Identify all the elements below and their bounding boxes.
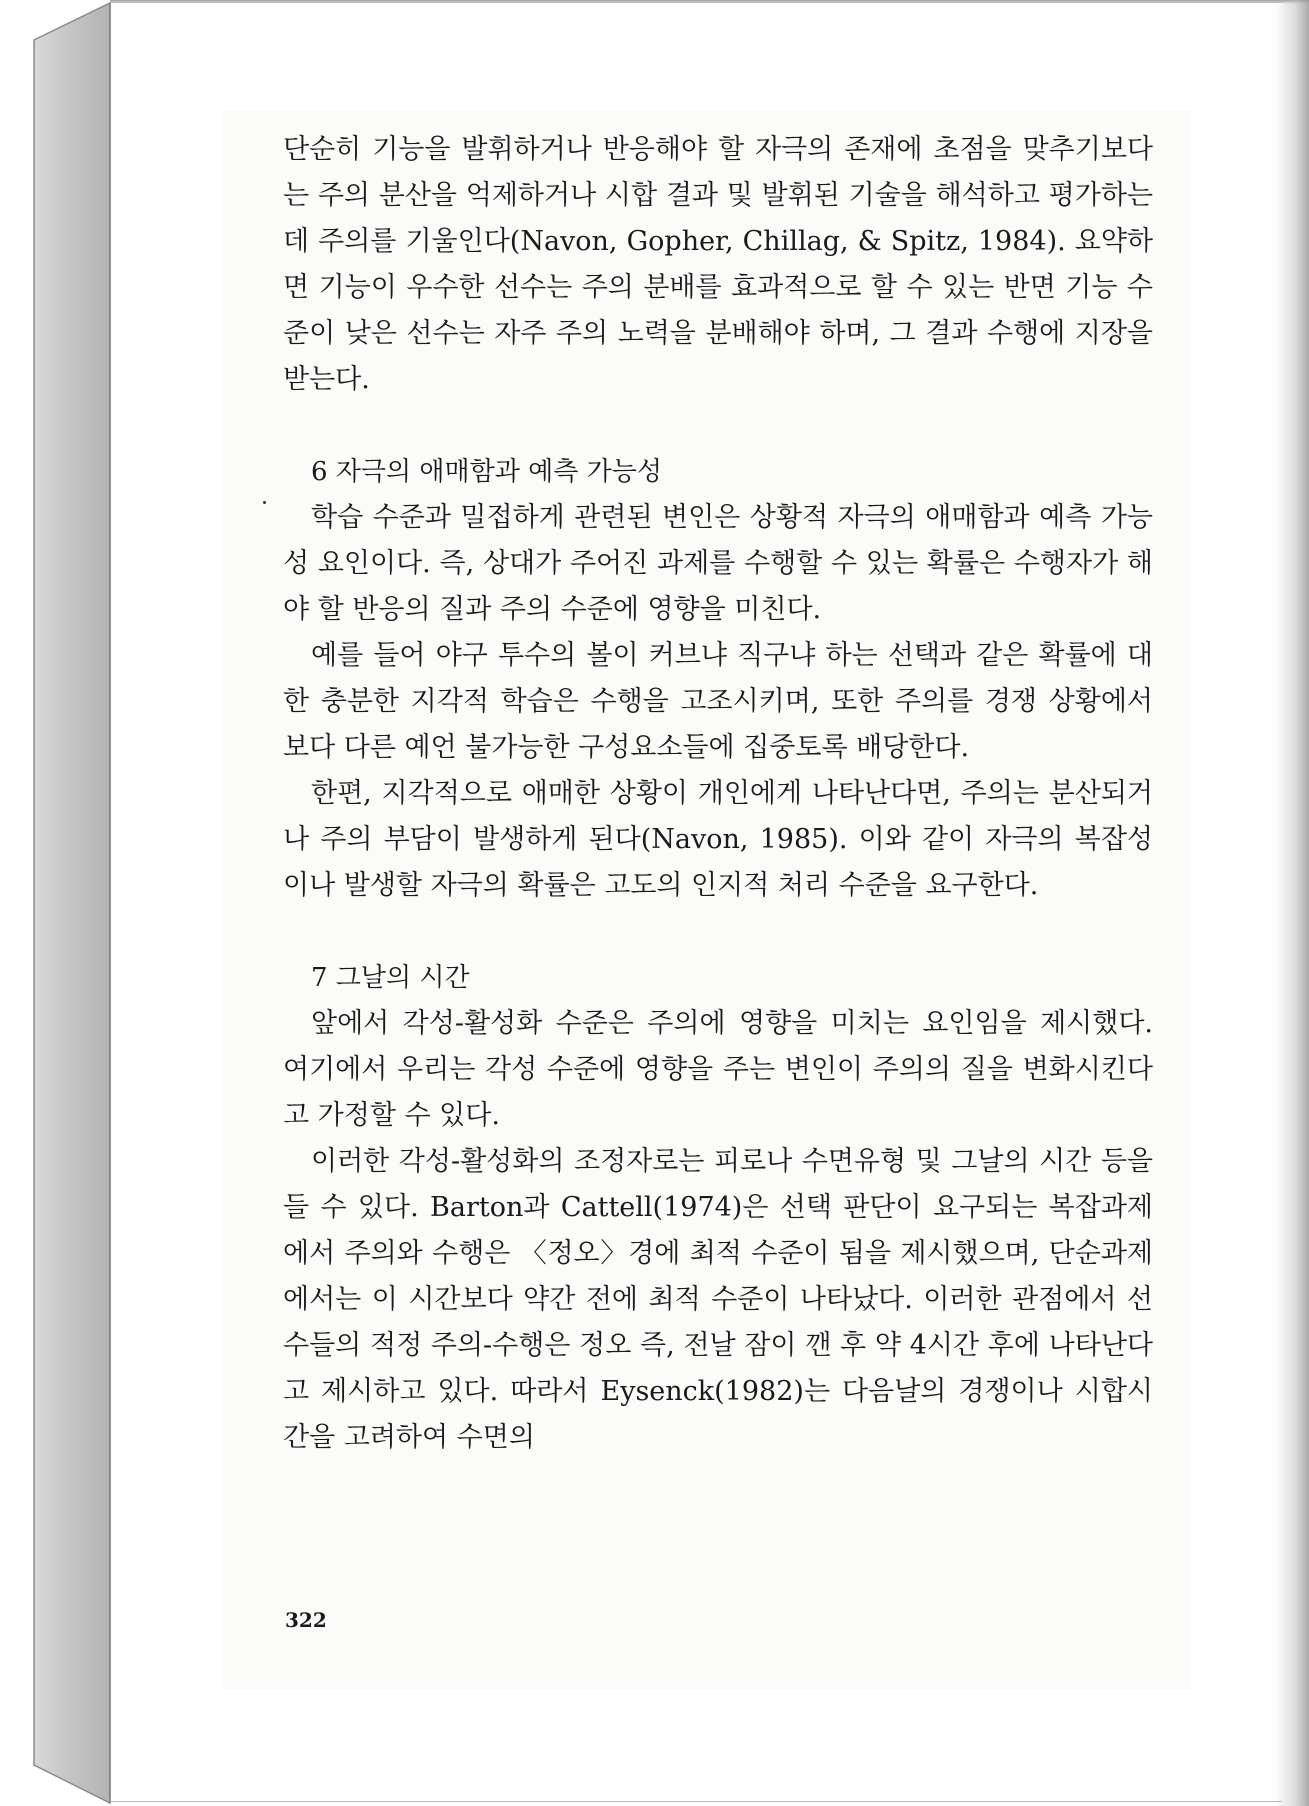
body-paragraph: 이러한 각성-활성화의 조정자로는 피로나 수면유형 및 그날의 시간 등을 들 수 있다. Barton과 Cattell(1974)은 선택 판단이 요구되는 복잡과제에서 주의와 수행은 〈정오〉경에 최적 수준이 됨을 제시했으며, 단순과제에서는 이 시간보다 약간 전에 최적 수준이 나타났다. 이러한 관점에서 선수들의 적정 주의-수행은 정오 즉, 전날 잠이 깬 후 약 4시간 후에 나타난다고 제시하고 있다. 따라서 Eysenck(1982)는 다음날의 경쟁이나 시합시간을 고려하여 수면의: [283, 1146, 1153, 1453]
page-number: 322: [285, 1608, 327, 1632]
body-paragraph: 앞에서 각성-활성화 수준은 주의에 영향을 미치는 요인임을 제시했다. 여기에서 우리는 각성 수준에 영향을 주는 변인이 주의의 질을 변화시킨다고 가정할 수 있다.: [283, 1008, 1153, 1131]
body-paragraph: 단순히 기능을 발휘하거나 반응해야 할 자극의 존재에 초점을 맞추기보다는 주의 분산을 억제하거나 시합 결과 및 발휘된 기술을 해석하고 평가하는 데 주의를 기울인다(Navon, Gopher, Chillag, & Spitz, 1984). 요약하면 기능이 우수한 선수는 주의 분배를 효과적으로 할 수 있는 반면 기능 수준이 낮은 선수는 자주 주의 노력을 분배해야 하며, 그 결과 수행에 지장을 받는다.: [283, 134, 1153, 395]
book-spine: [0, 0, 112, 1806]
body-paragraph: 학습 수준과 밀접하게 관련된 변인은 상황적 자극의 애매함과 예측 가능성 요인이다. 즉, 상대가 주어진 과제를 수행할 수 있는 확률은 수행자가 해야 할 반응의 질과 주의 수준에 영향을 미친다.: [283, 502, 1153, 625]
section-heading: 6 자극의 애매함과 예측 가능성: [311, 457, 662, 487]
scan-speck: [263, 501, 266, 504]
section-heading: 7 그날의 시간: [311, 963, 470, 993]
page-body-text: [283, 127, 1153, 1461]
body-paragraph: 예를 들어 야구 투수의 볼이 커브냐 직구냐 하는 선택과 같은 확률에 대한 충분한 지각적 학습은 수행을 고조시키며, 또한 주의를 경쟁 상황에서 보다 다른 예언 불가능한 구성요소들에 집중토록 배당한다.: [283, 640, 1153, 763]
page-right-shadow: [1275, 0, 1309, 1806]
body-paragraph: 한편, 지각적으로 애매한 상황이 개인에게 나타난다면, 주의는 분산되거나 주의 부담이 발생하게 된다(Navon, 1985). 이와 같이 자극의 복잡성이나 발생할 자극의 확률은 고도의 인지적 처리 수준을 요구한다.: [283, 778, 1153, 901]
